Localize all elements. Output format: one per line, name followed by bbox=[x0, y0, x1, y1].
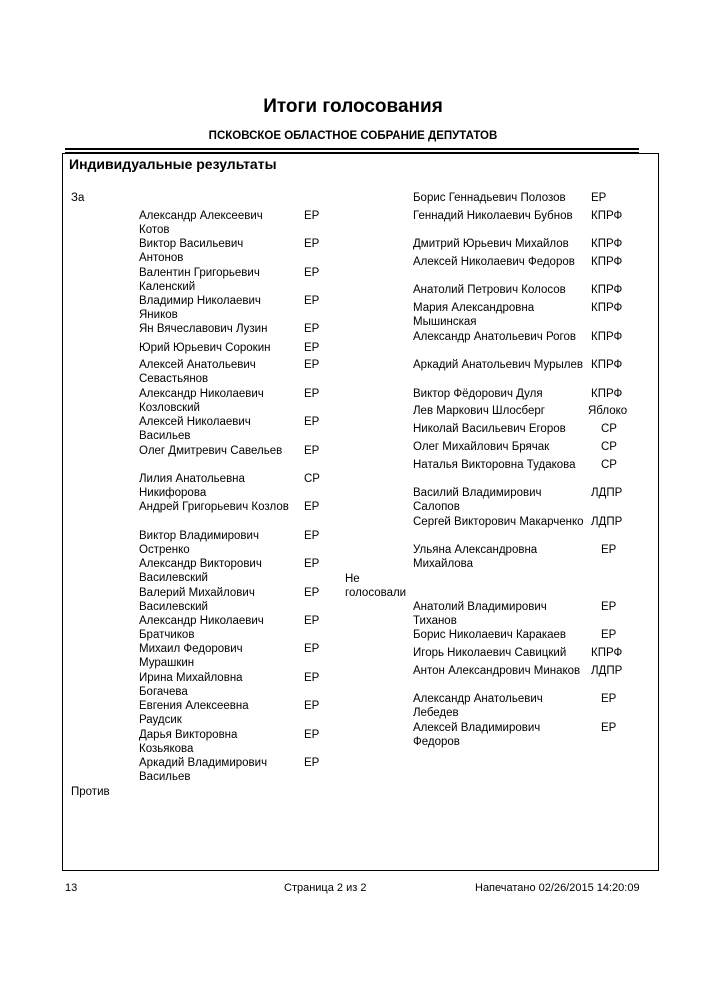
party-label: ЕР bbox=[304, 388, 320, 400]
party-label: ЕР bbox=[304, 445, 320, 457]
party-label: ЛДПР bbox=[591, 516, 623, 528]
footer-print-date: Напечатано 02/26/2015 14:20:09 bbox=[475, 882, 640, 894]
deputy-name: Николай Васильевич Егоров bbox=[413, 423, 566, 435]
party-label: СР bbox=[601, 441, 617, 453]
party-label: ЕР bbox=[304, 643, 320, 655]
party-label: ЕР bbox=[304, 700, 320, 712]
page-title: Итоги голосования bbox=[263, 96, 443, 117]
party-label: ЕР bbox=[304, 672, 320, 684]
deputy-name: Александр Николаевич Козловский bbox=[139, 388, 264, 414]
deputy-name: Алексей Николаевич Федоров bbox=[413, 256, 575, 268]
deputy-name: Дарья Викторовна Козьякова bbox=[139, 729, 238, 755]
party-label: КПРФ bbox=[591, 256, 623, 268]
party-label: ЕР bbox=[304, 342, 320, 354]
party-label: ЕР bbox=[601, 601, 617, 613]
party-label: Яблоко bbox=[588, 405, 628, 417]
party-label: СР bbox=[601, 459, 617, 471]
party-label: ЕР bbox=[601, 693, 617, 705]
deputy-name: Антон Александрович Минаков bbox=[413, 665, 581, 677]
section-title: Индивидуальные результаты bbox=[69, 156, 277, 172]
deputy-name: Ульяна Александровна Михайлова bbox=[413, 544, 538, 570]
party-label: ЕР bbox=[304, 267, 320, 279]
deputy-name: Виктор Владимирович Остренко bbox=[139, 530, 259, 556]
deputy-name: Сергей Викторович Макарченко bbox=[413, 516, 584, 528]
party-label: ЕР bbox=[304, 501, 320, 513]
deputy-name: Евгения Алексеевна Раудсик bbox=[139, 700, 249, 726]
party-label: ЕР bbox=[601, 629, 617, 641]
deputy-name: Алексей Николаевич Васильев bbox=[139, 416, 251, 442]
deputy-name: Анатолий Петрович Колосов bbox=[413, 284, 566, 296]
deputy-name: Анатолий Владимирович Тиханов bbox=[413, 601, 547, 627]
party-label: ЕР bbox=[601, 544, 617, 556]
party-label: ЕР bbox=[304, 416, 320, 428]
party-label: ЕР bbox=[591, 192, 607, 204]
party-label: ЛДПР bbox=[591, 665, 623, 677]
deputy-name: Игорь Николаевич Савицкий bbox=[413, 647, 567, 659]
group-label-not-voted: Не bbox=[345, 573, 360, 585]
party-label: ЕР bbox=[304, 359, 320, 371]
party-label: КПРФ bbox=[591, 647, 623, 659]
party-label: ЛДПР bbox=[591, 487, 623, 499]
deputy-name: Александр Анатольевич Рогов bbox=[413, 331, 577, 343]
party-label: КПРФ bbox=[591, 284, 623, 296]
group-label-for: За bbox=[71, 192, 85, 204]
deputy-name: Андрей Григорьевич Козлов bbox=[139, 501, 289, 513]
footer-page-ref: 13 bbox=[65, 882, 78, 894]
party-label: ЕР bbox=[304, 587, 320, 599]
deputy-name: Валентин Григорьевич Каленский bbox=[139, 267, 260, 293]
deputy-name: Аркадий Владимирович Васильев bbox=[139, 757, 268, 783]
deputy-name: Юрий Юрьевич Сорокин bbox=[139, 342, 271, 354]
deputy-name: Александр Николаевич Братчиков bbox=[139, 615, 264, 641]
party-label: ЕР bbox=[304, 295, 320, 307]
party-label: КПРФ bbox=[591, 210, 623, 222]
deputy-name: Ирина Михайловна Богачева bbox=[139, 672, 243, 698]
deputy-name: Мария Александровна Мышинская bbox=[413, 302, 535, 328]
deputy-name: Олег Дмитревич Савельев bbox=[139, 445, 283, 457]
deputy-name: Наталья Викторовна Тудакова bbox=[413, 459, 576, 471]
party-label: КПРФ bbox=[591, 388, 623, 400]
party-label: КПРФ bbox=[591, 331, 623, 343]
deputy-name: Борис Геннадьевич Полозов bbox=[413, 192, 566, 204]
deputy-name: Михаил Федорович Мурашкин bbox=[139, 643, 243, 669]
party-label: КПРФ bbox=[591, 359, 623, 371]
party-label: ЕР bbox=[304, 323, 320, 335]
header-rule bbox=[65, 148, 639, 150]
party-label: ЕР bbox=[601, 722, 617, 734]
deputy-name: Аркадий Анатольевич Мурылев bbox=[413, 359, 583, 371]
deputy-name: Виктор Фёдорович Дуля bbox=[413, 388, 543, 400]
footer-page-number: Страница 2 из 2 bbox=[284, 882, 367, 894]
party-label: ЕР bbox=[304, 210, 320, 222]
group-label-against: Против bbox=[71, 786, 110, 798]
party-label: ЕР bbox=[304, 615, 320, 627]
party-label: СР bbox=[304, 473, 320, 485]
deputy-name: Ян Вячеславович Лузин bbox=[139, 323, 268, 335]
party-label: ЕР bbox=[304, 558, 320, 570]
party-label: ЕР bbox=[304, 238, 320, 250]
deputy-name: Лев Маркович Шлосберг bbox=[413, 405, 545, 417]
deputy-name: Валерий Михайлович Василевский bbox=[139, 587, 255, 613]
organization-subtitle: ПСКОВСКОЕ ОБЛАСТНОЕ СОБРАНИЕ ДЕПУТАТОВ bbox=[208, 130, 498, 142]
deputy-name: Александр Алексеевич Котов bbox=[139, 210, 263, 236]
group-label-not-voted-2: голосовали bbox=[345, 587, 407, 599]
deputy-name: Олег Михайлович Брячак bbox=[413, 441, 550, 453]
deputy-name: Алексей Анатольевич Севастьянов bbox=[139, 359, 256, 385]
deputy-name: Александр Викторович Василевский bbox=[139, 558, 262, 584]
deputy-name: Геннадий Николаевич Бубнов bbox=[413, 210, 573, 222]
deputy-name: Владимир Николаевич Яников bbox=[139, 295, 261, 321]
party-label: ЕР bbox=[304, 530, 320, 542]
deputy-name: Василий Владимирович Салопов bbox=[413, 487, 542, 513]
party-label: СР bbox=[601, 423, 617, 435]
deputy-name: Борис Николаевич Каракаев bbox=[413, 629, 567, 641]
deputy-name: Виктор Васильевич Антонов bbox=[139, 238, 244, 264]
deputy-name: Александр Анатольевич Лебедев bbox=[413, 693, 543, 719]
party-label: КПРФ bbox=[591, 302, 623, 314]
party-label: ЕР bbox=[304, 757, 320, 769]
party-label: КПРФ bbox=[591, 238, 623, 250]
deputy-name: Дмитрий Юрьевич Михайлов bbox=[413, 238, 569, 250]
party-label: ЕР bbox=[304, 729, 320, 741]
deputy-name: Алексей Владимирович Федоров bbox=[413, 722, 541, 748]
deputy-name: Лилия Анатольевна Никифорова bbox=[139, 473, 245, 499]
